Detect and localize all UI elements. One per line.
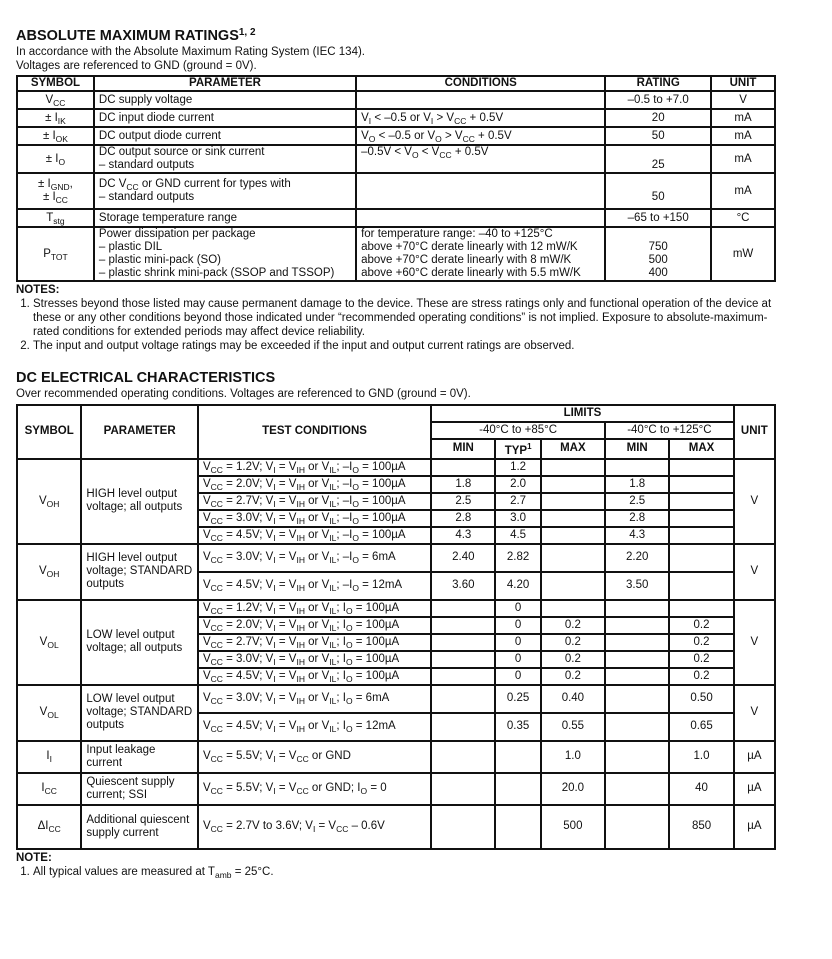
table-row (17, 773, 775, 805)
col-parameter: PARAMETER (94, 76, 356, 91)
cell-max2 (669, 572, 733, 600)
cell-test-conditions: $V_{CC} = 4.5V$; $V_I = V_{IH}$ or $V_{IL}$; $I_O = 12mA$ (198, 713, 431, 741)
cell-symbol: ± $I_{IK}$ (17, 109, 94, 127)
table-row (17, 685, 775, 713)
cell-min2 (605, 805, 669, 849)
cell-min1 (431, 805, 495, 849)
table-row (17, 741, 775, 773)
cell-min1: 4.3 (431, 527, 495, 544)
cell-parameter: LOW level output voltage; STANDARD outputs (81, 685, 198, 741)
cell-unit: µA (734, 773, 775, 805)
amr-title (16, 24, 778, 45)
cell-min1 (431, 685, 495, 713)
cell-test-conditions: $V_{CC} = 2.7V$; $V_I = V_{IH}$ or $V_{IL}$; $I_O = 100\mu A$ (198, 634, 431, 651)
cell-min1 (431, 651, 495, 668)
cell-typ: 0 (495, 651, 540, 668)
cell-symbol: ± $I_{OK}$ (17, 127, 94, 145)
cell-test-conditions: $V_{CC} = 3.0V$; $V_I = V_{IH}$ or $V_{IL}$; $I_O = 100\mu A$ (198, 651, 431, 668)
cell-min1 (431, 713, 495, 741)
cell-min2 (605, 617, 669, 634)
cell-typ: 0 (495, 600, 540, 617)
cell-parameter: DC input diode current (94, 109, 356, 127)
cell-min1: 3.60 (431, 572, 495, 600)
cell-conditions: for temperature range: –40 to +125°C above +70°C derate linearly with 12 mW/K above +70°C derate linearly with 8 mW/K above +60°C derate linearly with 5.5 mW/K (356, 227, 605, 281)
cell-min1 (431, 634, 495, 651)
cell-min2 (605, 459, 669, 476)
col-test-conditions: TEST CONDITIONS (198, 405, 431, 459)
col-max-125: MAX (669, 439, 733, 459)
cell-max1 (541, 527, 605, 544)
table-row (17, 127, 775, 145)
note-item: 1. All typical values are measured at $T_{amb} = 25^\circ C$. (33, 865, 778, 879)
cell-max1 (541, 476, 605, 493)
cell-min1 (431, 741, 495, 773)
table-row (17, 91, 775, 109)
cell-max1: 0.2 (541, 668, 605, 685)
cell-max1: 1.0 (541, 741, 605, 773)
cell-min1 (431, 600, 495, 617)
amr-notes (16, 283, 778, 353)
cell-typ: 2.0 (495, 476, 540, 493)
cell-min2: 2.5 (605, 493, 669, 510)
cell-rating: 50 (605, 173, 711, 209)
cell-max1: 20.0 (541, 773, 605, 805)
col-conditions: CONDITIONS (356, 76, 605, 91)
cell-conditions: $-0.5V < V_O < V_{CC} + 0.5V$ (356, 145, 605, 173)
col-parameter: PARAMETER (81, 405, 198, 459)
cell-test-conditions: $V_{CC} = 2.0V$; $V_I = V_{IH}$ or $V_{IL}$; $I_O = 100\mu A$ (198, 617, 431, 634)
cell-max1: 0.2 (541, 617, 605, 634)
cell-symbol: ± $I_O$ (17, 145, 94, 173)
col-min-85: MIN (431, 439, 495, 459)
cell-unit: mW (711, 227, 775, 281)
cell-max2 (669, 544, 733, 572)
table-row (17, 109, 775, 127)
cell-min1 (431, 459, 495, 476)
cell-unit: V (734, 459, 775, 544)
datasheet-page (16, 24, 778, 879)
cell-rating: 50 (605, 127, 711, 145)
cell-unit: mA (711, 109, 775, 127)
col-unit: UNIT (734, 405, 775, 459)
cell-max2: 0.2 (669, 634, 733, 651)
cell-test-conditions: $V_{CC} = 2.0V$; $V_I = V_{IH}$ or $V_{IL}$; $-I_O = 100\mu A$ (198, 476, 431, 493)
cell-min2: 4.3 (605, 527, 669, 544)
cell-min2 (605, 634, 669, 651)
cell-min2 (605, 773, 669, 805)
cell-typ: 0 (495, 617, 540, 634)
col-typ-85 (495, 439, 540, 459)
cell-parameter: HIGH level output voltage; STANDARD outputs (81, 544, 198, 600)
cell-typ: 2.82 (495, 544, 540, 572)
table-row (17, 544, 775, 572)
cell-test-conditions: $V_{CC} = 3.0V$; $V_I = V_{IH}$ or $V_{IL}$; $-I_O = 6mA$ (198, 544, 431, 572)
table-header-row (17, 76, 775, 91)
cell-min2: 3.50 (605, 572, 669, 600)
cell-unit: °C (711, 209, 775, 227)
cell-max1: 0.2 (541, 634, 605, 651)
cell-unit: V (734, 685, 775, 741)
cell-min2 (605, 651, 669, 668)
cell-max1 (541, 459, 605, 476)
cell-min2 (605, 741, 669, 773)
col-symbol: SYMBOL (17, 76, 94, 91)
cell-symbol: $V_{OL}$ (17, 685, 81, 741)
cell-parameter: LOW level output voltage; all outputs (81, 600, 198, 685)
cell-min2 (605, 685, 669, 713)
cell-min1 (431, 668, 495, 685)
cell-symbol: $\Delta I_{CC}$ (17, 805, 81, 849)
cell-typ (495, 773, 540, 805)
cell-max2 (669, 527, 733, 544)
cell-max2: 0.2 (669, 617, 733, 634)
cell-unit: mA (711, 145, 775, 173)
cell-test-conditions: $V_{CC} = 5.5V$; $V_I = V_{CC}$ or GND (198, 741, 431, 773)
cell-max2 (669, 459, 733, 476)
cell-rating: –0.5 to +7.0 (605, 91, 711, 109)
amr-title-text: ABSOLUTE MAXIMUM RATINGS (16, 28, 239, 44)
col-rating: RATING (605, 76, 711, 91)
cell-unit: µA (734, 741, 775, 773)
cell-max2 (669, 510, 733, 527)
cell-test-conditions: $V_{CC} = 3.0V$; $V_I = V_{IH}$ or $V_{IL}$; $I_O = 6mA$ (198, 685, 431, 713)
cell-max1 (541, 572, 605, 600)
cell-test-conditions: $V_{CC} = 1.2V$; $V_I = V_{IH}$ or $V_{IL}$; $-I_O = 100\mu A$ (198, 459, 431, 476)
cell-conditions: $V_O < -0.5$ or $V_O > V_{CC} + 0.5V$ (356, 127, 605, 145)
table-row (17, 227, 775, 281)
cell-parameter: DC output diode current (94, 127, 356, 145)
cell-unit: mA (711, 173, 775, 209)
cell-max2: 0.50 (669, 685, 733, 713)
cell-typ: 0.35 (495, 713, 540, 741)
cell-symbol: $I_I$ (17, 741, 81, 773)
cell-unit: V (734, 544, 775, 600)
cell-symbol: $I_{CC}$ (17, 773, 81, 805)
cell-conditions: $V_I < -0.5$ or $V_I > V_{CC} + 0.5V$ (356, 109, 605, 127)
cell-max2 (669, 600, 733, 617)
col-min-125: MIN (605, 439, 669, 459)
col-symbol: SYMBOL (17, 405, 81, 459)
cell-typ: 0 (495, 668, 540, 685)
note-item: 1. Stresses beyond those listed may cause permanent damage to the device. These are stress ratings only and functional operation of the device at these or any other conditions beyond those indicated under “recommended operating conditions” is not implied. Exposure to absolute-maximum-rated conditions for extended periods may affect device reliability. (33, 297, 778, 339)
cell-min1 (431, 617, 495, 634)
cell-typ: 2.7 (495, 493, 540, 510)
cell-parameter: DC supply voltage (94, 91, 356, 109)
cell-symbol: $V_{OL}$ (17, 600, 81, 685)
cell-min2: 1.8 (605, 476, 669, 493)
cell-conditions (356, 91, 605, 109)
cell-min1: 2.40 (431, 544, 495, 572)
cell-test-conditions: $V_{CC} = 2.7V$ to 3.6V; $V_I = V_{CC} - 0.6V$ (198, 805, 431, 849)
table-row (17, 805, 775, 849)
cell-typ: 0.25 (495, 685, 540, 713)
cell-typ (495, 805, 540, 849)
cell-min2 (605, 600, 669, 617)
cell-typ: 4.5 (495, 527, 540, 544)
cell-parameter: Additional quiescent supply current (81, 805, 198, 849)
cell-typ: 1.2 (495, 459, 540, 476)
table-row (17, 600, 775, 617)
cell-min1: 1.8 (431, 476, 495, 493)
cell-min1: 2.5 (431, 493, 495, 510)
cell-unit: mA (711, 127, 775, 145)
amr-title-footnote: 1, 2 (238, 27, 256, 38)
col-unit: UNIT (711, 76, 775, 91)
cell-min2: 2.20 (605, 544, 669, 572)
cell-min2: 2.8 (605, 510, 669, 527)
cell-max2: 1.0 (669, 741, 733, 773)
cell-max1: 0.55 (541, 713, 605, 741)
dc-notes (16, 851, 778, 879)
cell-max1 (541, 544, 605, 572)
cell-symbol: $V_{CC}$ (17, 91, 94, 109)
typ-label: TYP (504, 444, 528, 457)
cell-max2 (669, 493, 733, 510)
cell-max1 (541, 493, 605, 510)
cell-test-conditions: $V_{CC} = 1.2V$; $V_I = V_{IH}$ or $V_{IL}$; $I_O = 100\mu A$ (198, 600, 431, 617)
typ-footnote: 1 (527, 442, 532, 451)
cell-typ: 0 (495, 634, 540, 651)
cell-max2 (669, 476, 733, 493)
cell-max2: 0.65 (669, 713, 733, 741)
cell-min1: 2.8 (431, 510, 495, 527)
dc-characteristics-table (16, 404, 776, 850)
cell-parameter: Storage temperature range (94, 209, 356, 227)
col-range-85: -40°C to +85°C (431, 422, 605, 439)
notes-heading: NOTES: (16, 284, 60, 296)
cell-parameter: Quiescent supply current; SSI (81, 773, 198, 805)
cell-max1: 0.40 (541, 685, 605, 713)
cell-min2 (605, 713, 669, 741)
cell-symbol: ± $I_{GND}$, ± $I_{CC}$ (17, 173, 94, 209)
cell-test-conditions: $V_{CC} = 3.0V$; $V_I = V_{IH}$ or $V_{IL}$; $-I_O = 100\mu A$ (198, 510, 431, 527)
cell-rating: 25 (605, 145, 711, 173)
cell-symbol: $P_{TOT}$ (17, 227, 94, 281)
cell-symbol: $V_{OH}$ (17, 544, 81, 600)
cell-min2 (605, 668, 669, 685)
cell-test-conditions: $V_{CC} = 4.5V$; $V_I = V_{IH}$ or $V_{IL}$; $I_O = 100\mu A$ (198, 668, 431, 685)
table-header-row (17, 405, 775, 422)
cell-unit: µA (734, 805, 775, 849)
table-row (17, 459, 775, 476)
cell-unit: V (711, 91, 775, 109)
table-row (17, 209, 775, 227)
cell-rating: –65 to +150 (605, 209, 711, 227)
cell-conditions (356, 173, 605, 209)
cell-max2: 0.2 (669, 668, 733, 685)
cell-test-conditions: $V_{CC} = 4.5V$; $V_I = V_{IH}$ or $V_{IL}$; $-I_O = 12mA$ (198, 572, 431, 600)
cell-test-conditions: $V_{CC} = 2.7V$; $V_I = V_{IH}$ or $V_{IL}$; $-I_O = 100\mu A$ (198, 493, 431, 510)
cell-max1 (541, 510, 605, 527)
amr-intro-1: In accordance with the Absolute Maximum Rating System (IEC 134). (16, 46, 365, 58)
cell-parameter: Input leakage current (81, 741, 198, 773)
cell-symbol: $V_{OH}$ (17, 459, 81, 544)
cell-max1: 0.2 (541, 651, 605, 668)
cell-max2: 850 (669, 805, 733, 849)
cell-min1 (431, 773, 495, 805)
cell-max1: 500 (541, 805, 605, 849)
cell-max2: 40 (669, 773, 733, 805)
cell-rating: 750 500 400 (605, 227, 711, 281)
cell-max1 (541, 600, 605, 617)
cell-parameter: DC output source or sink current – standard outputs (94, 145, 356, 173)
absolute-max-ratings-table (16, 75, 776, 282)
cell-test-conditions: $V_{CC} = 5.5V$; $V_I = V_{CC}$ or GND; $I_O = 0$ (198, 773, 431, 805)
table-row (17, 173, 775, 209)
dc-intro: Over recommended operating conditions. Voltages are referenced to GND (ground = 0V). (16, 388, 471, 400)
amr-intro-2: Voltages are referenced to GND (ground = 0V). (16, 60, 257, 72)
cell-conditions (356, 209, 605, 227)
cell-symbol: $T_{stg}$ (17, 209, 94, 227)
cell-parameter: HIGH level output voltage; all outputs (81, 459, 198, 544)
cell-max2: 0.2 (669, 651, 733, 668)
cell-rating: 20 (605, 109, 711, 127)
cell-unit: V (734, 600, 775, 685)
cell-parameter: DC $V_{CC}$ or GND current for types with – standard outputs (94, 173, 356, 209)
note-item: 2. The input and output voltage ratings may be exceeded if the input and output current ratings are observed. (33, 339, 778, 353)
cell-parameter: Power dissipation per package – plastic DIL – plastic mini-pack (SO) – plastic shrink mini-pack (SSOP and TSSOP) (94, 227, 356, 281)
col-limits: LIMITS (431, 405, 734, 422)
note-heading: NOTE: (16, 851, 52, 864)
cell-test-conditions: $V_{CC} = 4.5V$; $V_I = V_{IH}$ or $V_{IL}$; $-I_O = 100\mu A$ (198, 527, 431, 544)
cell-typ: 4.20 (495, 572, 540, 600)
col-max-85: MAX (541, 439, 605, 459)
dc-title: DC ELECTRICAL CHARACTERISTICS (16, 370, 276, 386)
col-range-125: -40°C to +125°C (605, 422, 734, 439)
cell-typ (495, 741, 540, 773)
cell-typ: 3.0 (495, 510, 540, 527)
table-row (17, 145, 775, 173)
